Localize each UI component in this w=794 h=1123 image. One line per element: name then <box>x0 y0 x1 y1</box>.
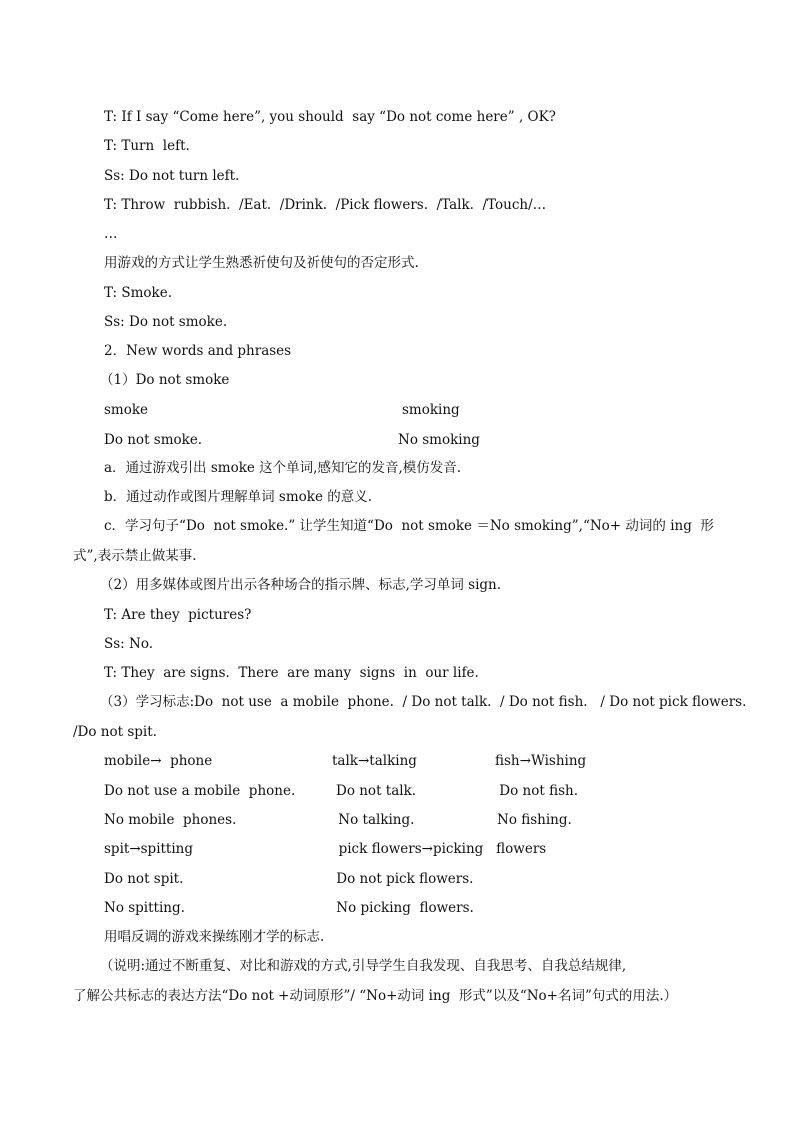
ellipsis-line: … <box>104 226 118 242</box>
sign-table-cell: talk→talking <box>332 753 417 769</box>
dialogue-line: T: Smoke. <box>104 285 173 301</box>
paragraph-line: 用唱反调的游戏来操练刚才学的标志. <box>104 929 325 945</box>
paragraph-line: a．通过游戏引出 smoke 这个单词,感知它的发音,模仿发音. <box>104 460 462 476</box>
smoke-table-cell: No smoking <box>398 432 480 448</box>
smoke-table-cell: smoking <box>402 402 460 418</box>
dialogue-line: T: If I say “Come here”, you should say “Do not come here” , OK? <box>104 109 556 125</box>
dialogue-line: T: Throw rubbish. /Eat. /Drink. /Pick flowers. /Talk. /Touch/… <box>104 197 547 213</box>
sign-table-cell: Do not fish. <box>495 783 578 799</box>
sign-table-cell: mobile→ phone <box>104 753 213 769</box>
sign-table-cell: fish→Wishing <box>495 753 587 769</box>
dialogue-line: T: Turn left. <box>104 138 190 154</box>
subsection-heading: （1）Do not smoke <box>100 372 230 388</box>
sign-table-cell: No spitting. <box>104 900 185 916</box>
paragraph-line: b．通过动作或图片理解单词 smoke 的意义. <box>104 489 373 505</box>
sign-table-cell: spit→spitting <box>104 841 194 857</box>
sign-table-cell: No fishing. <box>497 812 572 828</box>
subsection-heading: （3）学习标志:Do not use a mobile phone. / Do not talk. / Do not fish. / Do not pick flowers. <box>100 694 747 710</box>
note-line: （说明:通过不断重复、对比和游戏的方式,引导学生自我发现、自我思考、自我总结规律, <box>100 958 627 974</box>
sign-table-cell: No picking flowers. <box>332 900 474 916</box>
sign-table-cell: Do not talk. <box>336 783 417 799</box>
paragraph-line: /Do not spit. <box>73 724 157 740</box>
smoke-table-cell: Do not smoke. <box>104 432 203 448</box>
dialogue-line: Ss: Do not turn left. <box>104 168 240 184</box>
sign-table-cell: Do not pick flowers. <box>332 871 474 887</box>
smoke-table-cell: smoke <box>104 402 149 418</box>
sign-table-cell: No talking. <box>334 812 415 828</box>
dialogue-line: T: They are signs. There are many signs in our life. <box>104 665 479 681</box>
dialogue-line: Ss: Do not smoke. <box>104 314 228 330</box>
paragraph-line: 用游戏的方式让学生熟悉祈使句及祈使句的否定形式. <box>104 255 419 271</box>
sign-table-cell: pick flowers→picking flowers <box>330 841 547 857</box>
subsection-heading: （2）用多媒体或图片出示各种场合的指示牌、标志,学习单词 sign. <box>100 577 502 593</box>
paragraph-line: 式”,表示禁止做某事. <box>73 548 197 564</box>
sign-table-cell: Do not use a mobile phone. <box>104 783 296 799</box>
section-heading: 2．New words and phrases <box>104 343 292 359</box>
paragraph-line: c．学习句子“Do not smoke.” 让学生知道“Do not smoke ＝No smoking”,“No+ 动词的 ing 形 <box>104 518 714 534</box>
sign-table-cell: No mobile phones. <box>104 812 237 828</box>
dialogue-line: T: Are they pictures? <box>104 607 252 623</box>
sign-table-cell: Do not spit. <box>104 871 184 887</box>
note-line: 了解公共标志的表达方法“Do not +动词原形”/ “No+动词 ing 形式”以及“No+名词”句式的用法.） <box>73 988 678 1004</box>
dialogue-line: Ss: No. <box>104 636 154 652</box>
